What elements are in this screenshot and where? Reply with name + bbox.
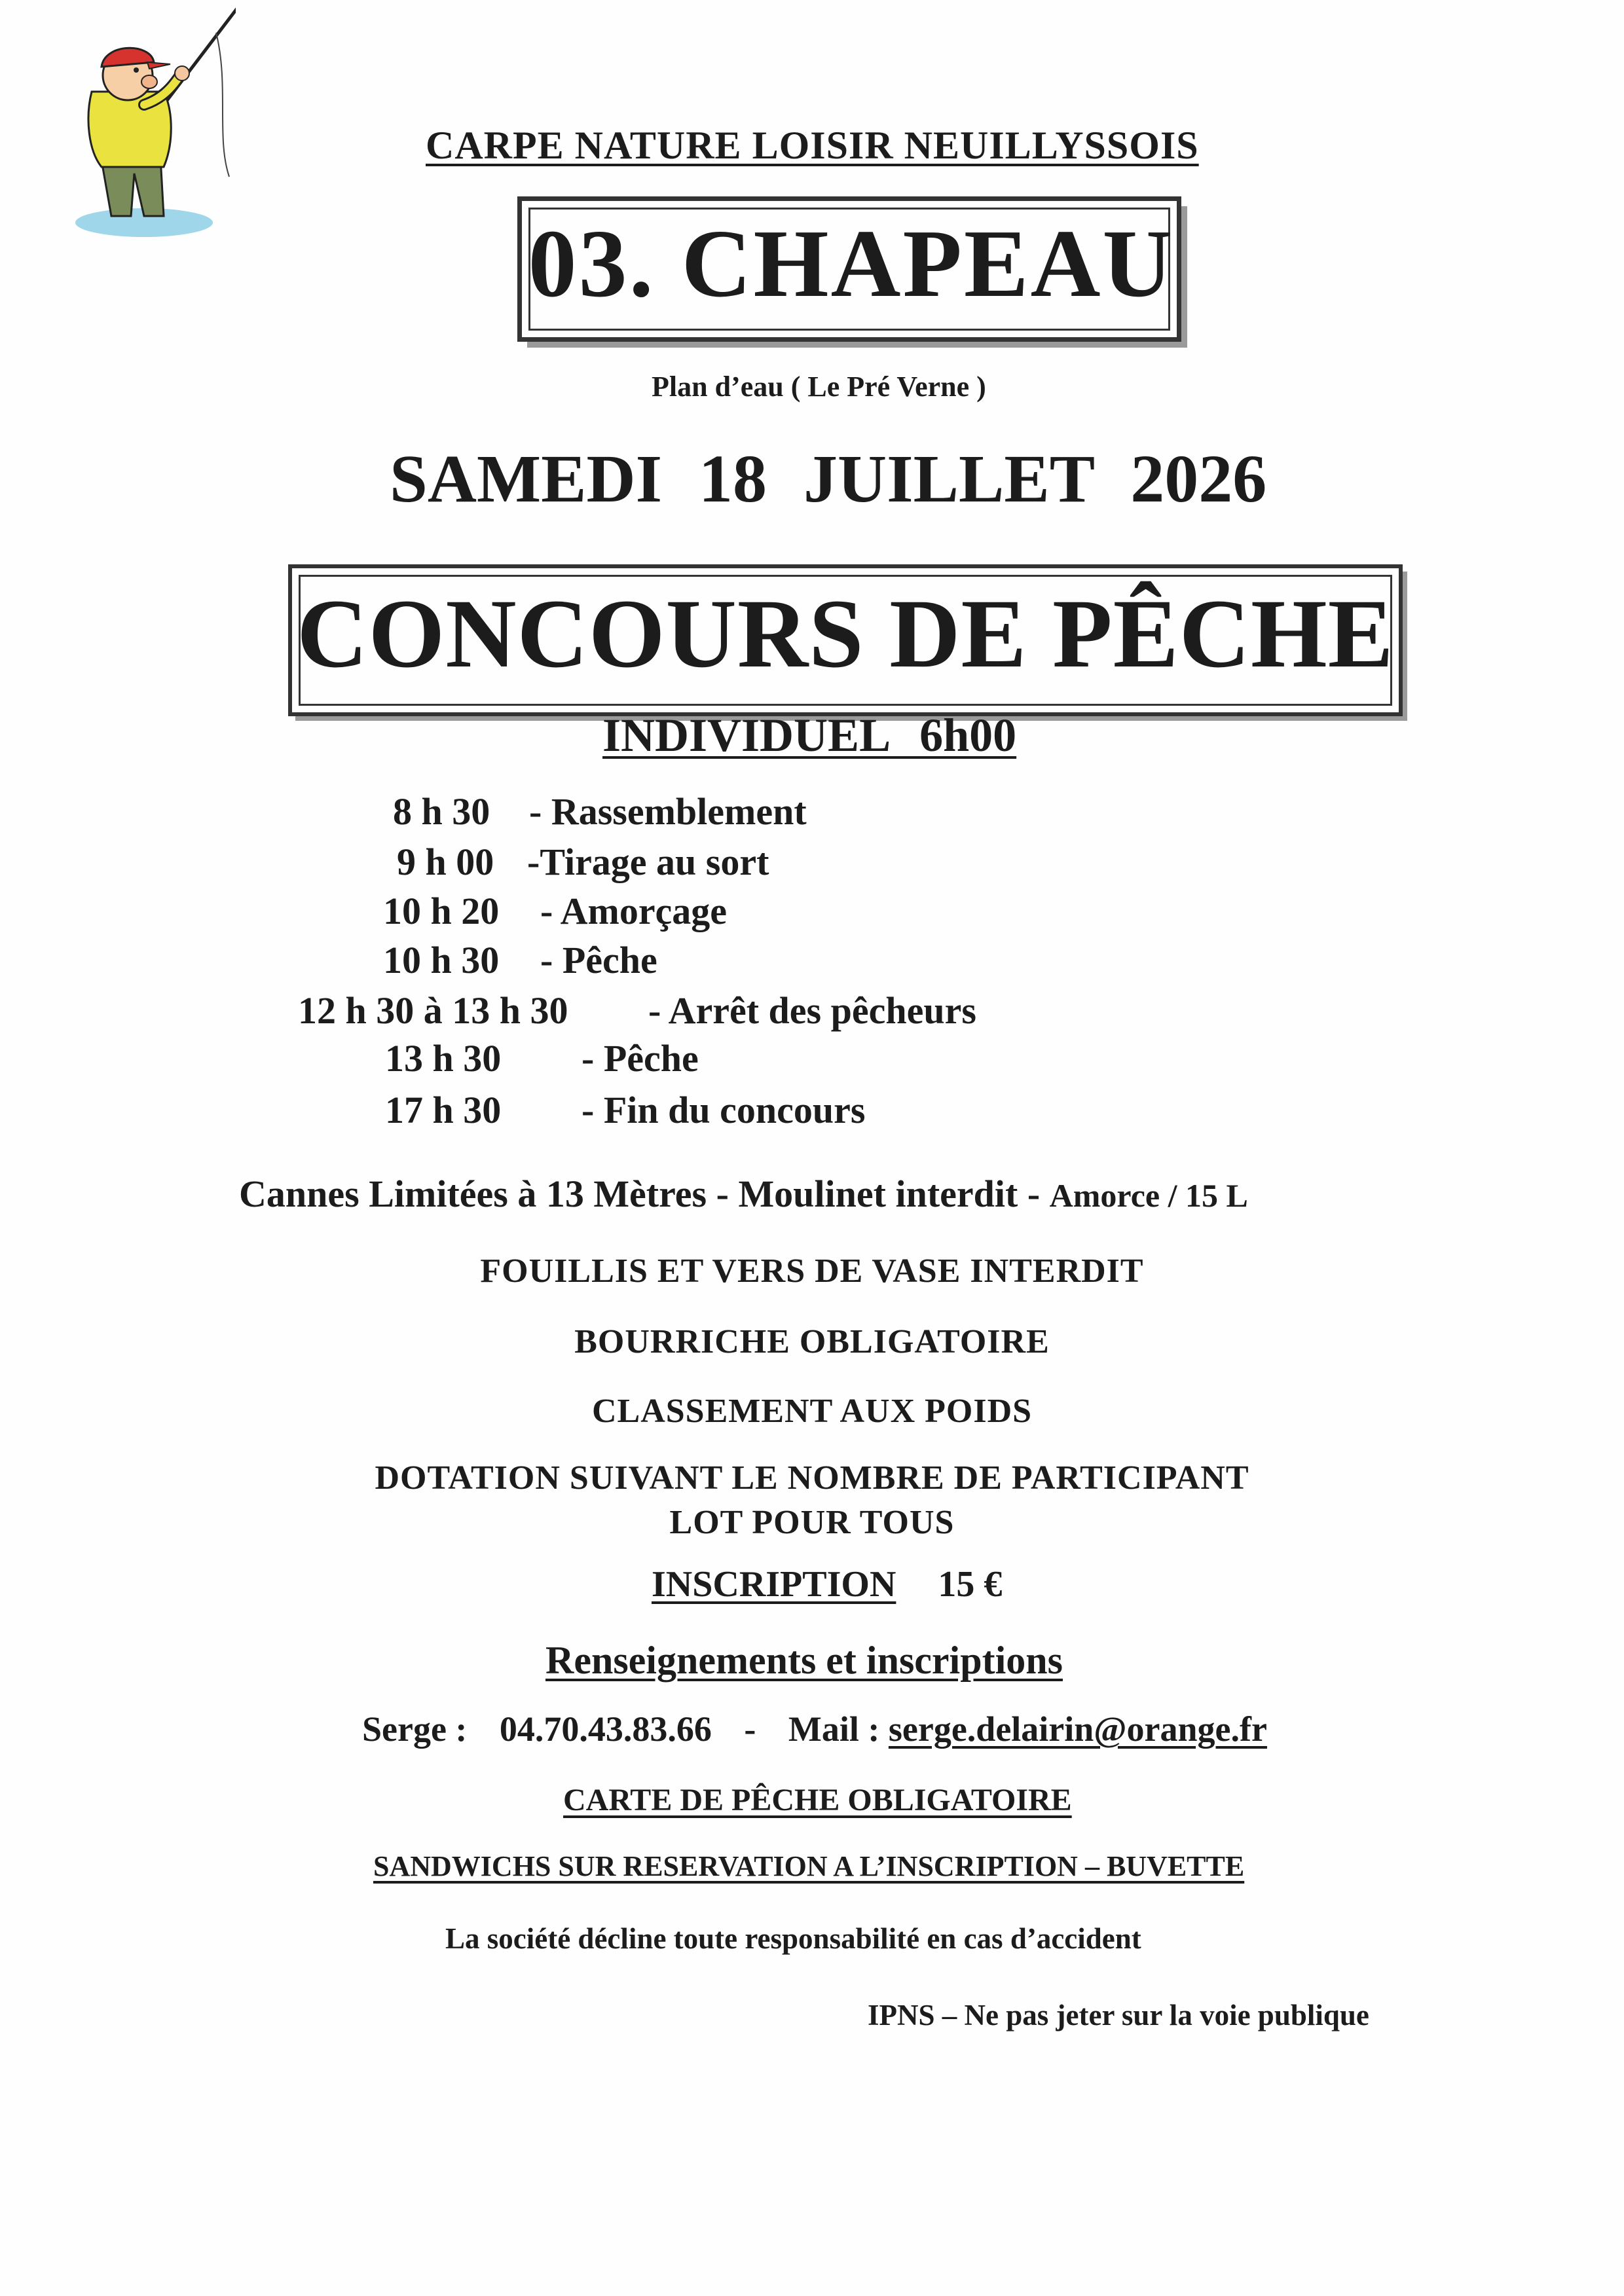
contact-phone: 04.70.43.83.66 (499, 1709, 712, 1749)
schedule-activity: - Pêche (581, 1037, 699, 1080)
bait-rule: Amorce / 15 L (1049, 1177, 1248, 1214)
contact-separator: - (744, 1709, 756, 1749)
schedule-activity: - Pêche (540, 939, 657, 981)
contact-name-label: Serge : (362, 1709, 468, 1749)
contact-mail-label: Mail : (788, 1709, 880, 1749)
event-date: SAMEDI 18 JUILLET 2026 (390, 441, 1267, 517)
fisherman-cartoon-icon (65, 7, 236, 242)
schedule-activity: - Rassemblement (529, 790, 807, 833)
registration-fee: 15 € (938, 1564, 1003, 1605)
ipns-notice: IPNS – Ne pas jeter sur la voie publique (868, 1999, 1369, 2032)
schedule-item (383, 889, 499, 933)
permit-notice: CARTE DE PÊCHE OBLIGATOIRE (563, 1783, 1072, 1817)
rod-rules (239, 1172, 1248, 1216)
schedule-activity: - Arrêt des pêcheurs (648, 989, 976, 1032)
schedule-item (383, 938, 499, 982)
venue: Plan d’eau ( Le Pré Verne ) (652, 371, 986, 403)
town-title: 03. CHAPEAU (528, 210, 1175, 318)
schedule-item (393, 790, 490, 833)
schedule-time: 9 h 00 (397, 841, 494, 883)
ranking-rule: CLASSEMENT AUX POIDS (591, 1393, 1033, 1430)
schedule-time: 13 h 30 (385, 1037, 502, 1080)
contact-title: Renseignements et inscriptions (545, 1639, 1063, 1682)
schedule-time: 12 h 30 à 13 h 30 (298, 989, 568, 1032)
contact-line (362, 1709, 1267, 1749)
lot-rule: LOT POUR TOUS (669, 1504, 955, 1541)
disclaimer: La société décline toute responsabilité en cas d’accident (445, 1922, 1141, 1955)
schedule-time: 17 h 30 (385, 1089, 502, 1131)
schedule-activity: - Amorçage (540, 890, 728, 932)
schedule-activity: -Tirage au sort (527, 841, 769, 883)
food-notice: SANDWICHS SUR RESERVATION A L’INSCRIPTION – BUVETTE (373, 1850, 1245, 1882)
schedule-item (385, 1036, 501, 1080)
club-name: CARPE NATURE LOISIR NEUILLYSSOIS (426, 124, 1199, 167)
prizes-rule: DOTATION SUIVANT LE NOMBRE DE PARTICIPANT (375, 1459, 1249, 1497)
schedule-time: 10 h 30 (383, 939, 500, 981)
schedule-item (298, 989, 568, 1032)
contact-email-link[interactable]: serge.delairin@orange.fr (888, 1709, 1267, 1749)
rod-length-rule: Cannes Limitées à 13 Mètres - Moulinet interdit - (239, 1173, 1041, 1215)
contest-format: INDIVIDUEL 6h00 (602, 709, 1017, 761)
schedule-time: 8 h 30 (393, 790, 490, 833)
keepnet-rule: BOURRICHE OBLIGATOIRE (574, 1323, 1050, 1360)
registration-label: INSCRIPTION (652, 1564, 896, 1605)
schedule-time: 10 h 20 (383, 890, 500, 932)
schedule-item (385, 1088, 501, 1132)
schedule-activity: - Fin du concours (581, 1089, 866, 1131)
contest-title: CONCOURS DE PÊCHE (297, 579, 1394, 688)
bloodworm-rule: FOUILLIS ET VERS DE VASE INTERDIT (480, 1252, 1144, 1290)
registration (652, 1563, 1002, 1605)
schedule-item (397, 840, 494, 884)
